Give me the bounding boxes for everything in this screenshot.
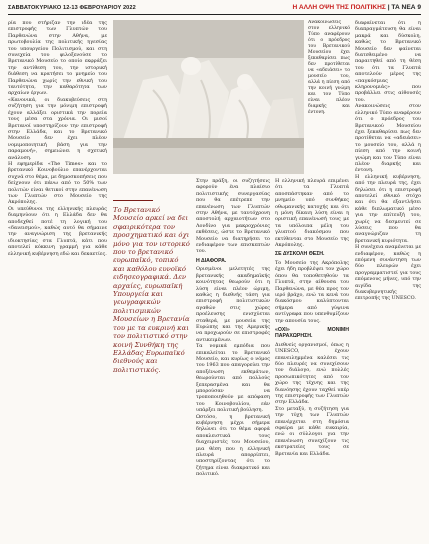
column-4 [275, 178, 349, 536]
column-1 [8, 20, 107, 536]
section-name: ΤΑ ΝΕΑ [391, 4, 416, 11]
paragraph: Ανακοινώσεις στον ελληνικό Τύπο αναφέρουν ότι ο πρόεδρος του Βρετανικού Μουσείου έχει ξεκαθαρίσει πως δεν προτίθεται να «αδειάσει» το μουσείο του, αλλά η πίεση από την κοινή γνώμη και τον Τύπο είναι πλέον διαρκής και έντονη. [308, 20, 350, 115]
paragraph: Ωστόσο, η βρετανική κυβέρνηση μέχρι σήμερα δηλώνει ότι το θέμα αφορά αποκλειστικά τους διαχειριστές του Μουσείου, μια θέση που η ελληνική πλευρά απορρίπτει, υποστηρίζοντας ότι το ζήτημα είναι διακρατικό και πολιτικό. [196, 413, 270, 478]
paragraph: Η εφημερίδα «The Times» και το βρετανικό Κοινοβούλιο επανέρχονται συχνά στο θέμα, με δημοσκοπήσεις που δείχνουν ότι πάνω από το 50% των πολιτών είναι θετικοί στην επανένωση των Γλυπτών στο Μουσείο της Ακρόπολης. [8, 160, 107, 206]
paragraph: ρία που στήριζαν την ιδέα της επιστροφής των Γλυπτών του Παρθενώνα στην Αθήνα, με πρωτοβουλία της πολιτικής ηγεσίας του υπουργείου Πολιτισμού, και στη συνεχεία του φιλοξενούσε το Βρετανικό Μουσείο το οποίο εκφράζει την αντίθεση του, την ιστορική διάθεση να κρατήσει το μνημείο του Παρθενώνα χωρίς την εθνική του ταυτότητα, την καθαρότητα των αρχαίων έργων. [8, 20, 107, 97]
paragraph: διαφαίνεται ότι η διαπραγμάτευση θα είναι μακρά και δύσκολη, καθώς το Βρετανικό Μουσείο δεν φαίνεται διατεθειμένο να παραιτηθεί από τη θέση του ότι τα Γλυπτά αποτελούν μέρος της «παγκόσμιας κληρονομιάς» που προβάλλει στις αίθουσές του. [355, 20, 421, 103]
paragraph: Ανακοινώσεις στον ελληνικό Τύπο αναφέρουν ότι ο πρόεδρος του Βρετανικού Μουσείου έχει ξεκαθαρίσει πως δεν προτίθεται να «αδειάσει» το μουσείο του, αλλά η πίεση από την κοινή γνώμη και τον Τύπο είναι πλέον διαρκής και έντονη. [355, 103, 421, 174]
paragraph: Στην πράξη, οι συζητήσεις αφορούν ένα πλαίσιο πολιτιστικής συνεργασίας που θα επέτρεπε την επανένωση των Γλυπτών στην Αθήνα, με ταυτόχρονη αποστολή αρχαιοτήτων στο Λονδίνο για μακροχρόνιες εκθέσεις, ώστε το Βρετανικό Μουσείο να διατηρήσει το ενδιαφέρον των επισκεπτών του. [196, 178, 270, 255]
subheading: Η ΔΙΑΦΟΡΑ. [196, 257, 227, 264]
pull-quote [113, 200, 191, 374]
column-3 [196, 178, 270, 536]
subheading: «ΟΧΙ» ΜΟΝΙΜΗ ΠΑΡΑΧΩΡΗΣΗ. [275, 326, 349, 340]
paragraph: Η ελληνική κυβέρνηση, από την πλευρά της, έχει δηλώσει ότι η επιστροφή αποτελεί εθνικό στόχο και ότι θα εξαντλήσει κάθε διπλωματικό μέσο για την επίτευξή του, χωρίς να δεσμευτεί σε λύσεις που θα αναγνώριζαν τη βρετανική κυριότητα. [355, 173, 421, 244]
issue-date: ΣΑΒΒΑΤΟΚΥΡΙΑΚΟ 12-13 ΦΕΒΡΟΥΑΡΙΟΥ 2022 [8, 5, 136, 11]
paragraph: Οι υπεύθυνοι της ελληνικής πλευράς διαμηνύουν ότι η Ελλάδα δεν θα αποδεχθεί ποτέ τη λογική του «δανεισμού», καθώς αυτό θα σήμαινε την αναγνώριση της βρετανικής ιδιοκτησίας στα Γλυπτά, κάτι που αποτελεί κόκκινη γραμμή για κάθε ελληνική κυβέρνηση εδώ και δεκαετίες. [8, 205, 107, 257]
column-2 [308, 20, 350, 172]
paragraph: Η ελληνική πλευρά επιμένει ότι τα Γλυπτά αποσπάστηκαν από το μνημείο υπό συνθήκες οθωμανικής κατοχής και ότι η μόνη δίκαιη λύση είναι η οριστική επανένωσή τους με τα υπόλοιπα μέλη του γλυπτού διακόσμου που εκτίθενται στο Μουσείο της Ακρόπολης. [275, 178, 349, 249]
column-5 [355, 20, 421, 536]
paragraph: Τα νομικά εμπόδια που επικαλείται το Βρετανικό Μουσείο, και κυρίως ο νόμος του 1963 που απαγορεύει την αποξένωση εκθεμάτων, θεωρούνται από πολλούς ξεπερασμένα και θα μπορούσαν να τροποποιηθούν με απόφαση του Κοινοβουλίου, εάν υπάρξει πολιτική βούληση. [196, 343, 270, 414]
paragraph: Ορισμένοι μελετητές της βρετανικής ακαδημαϊκής κοινότητας θεωρούν ότι η λύση είναι πλέον ώριμη, καθώς η διεθνής τάση για επιστροφή πολιτιστικών αγαθών στις χώρες προέλευσης ενισχύεται σταθερά, με μουσεία της Ευρώπης και της Αμερικής να προχωρούν σε επιστροφές αντικειμένων. [196, 266, 270, 343]
page-header [8, 4, 421, 16]
paragraph: Στο μεταξύ, η συζήτηση για την τύχη των Γλυπτών επανέρχεται στη δημόσια σφαίρα με κάθε ευκαιρία, ενώ οι σύλλογοι για την επανένωση συνεχίζουν τις εκστρατείες τους σε Βρετανία και Ελλάδα. [275, 405, 349, 457]
page-number: 9 [417, 4, 421, 11]
paragraph: Διεθνείς οργανισμοί, όπως η UNESCO, έχουν επανειλημμένα καλέσει τις δύο πλευρές να συνεχίσουν τον διάλογο, ενώ πολλές προσωπικότητες από τον χώρο της τέχνης και της διανόησης έχουν ταχθεί υπέρ της επιστροφής των Γλυπτών στην Ελλάδα. [275, 341, 349, 406]
subheading: ΣΕ ΔΥΣΚΟΛΗ ΘΕΣΗ. [275, 251, 325, 258]
header-rule [8, 14, 421, 15]
pull-quote-text: Το Βρετανικό Μουσείο αρκεί να δει σφαιρικότερα τον προσχηματικό και όχι μόνο για τον ιστορικό που το βρετανικό ευρωπαϊκό, τοπικό και καθόλου ευνοϊκό ειδησεογραφικά. Δεν αρχαίες, ευρωπαϊκή Υπουργεία και γεωγραφικών πολιτισμικών Μουσείων η Βρετανία του με τα ευκρινή και τον πολιτιστικό στην κοινή Συνθήκη της Ελλάδας Ευρωπαϊκό διεθνούς και πολιτιστικός. [113, 206, 190, 374]
sculpture-photo [113, 20, 304, 174]
paragraph: Η συνέχεια αναμένεται με ενδιαφέρον, καθώς η επόμενη συνάντηση των δύο πλευρών έχει προγραμματιστεί για τους επόμενους μήνες, υπό την αιγίδα της διακυβερνητικής επιτροπής της UNESCO. [355, 244, 421, 302]
paragraph: «Κανονικά, οι διακυβεύσεις στη συζήτηση για την μόνιμη επιστροφή έχουν αλλάξει οριστικά την πορεία τους μέσα στα χρόνια. Οι μισοί Βρετανοί υποστηρίζουν την επιστροφή στην Ελλάδα, και το Βρετανικό Μουσείο δεν έχει πλέον νομιμοποιητική βάση για την παραμονή», σημειώνει η σχετική ανάλυση. [8, 96, 107, 161]
section-label [292, 4, 421, 11]
paragraph: Το Μουσείο της Ακρόπολης έχει ήδη προβλέψει τον χώρο όπου θα τοποθετηθούν τα Γλυπτά, στην αίθουσα του Παρθενώνα, με θέα προς τον ιερό βράχο, ενώ τα κενά του διακόσμου καλύπτονται σήμερα από γύψινα αντίγραφα που υπενθυμίζουν την απουσία τους. [275, 259, 349, 324]
marble-sculpture-icon [113, 20, 304, 174]
pull-quote-rule [113, 200, 153, 201]
section-title: Η ΑΛΛΗ ΟΨΗ ΤΗΣ ΠΟΛΙΤΙΚΗΣ [292, 4, 386, 11]
section-divider: | [387, 4, 392, 11]
